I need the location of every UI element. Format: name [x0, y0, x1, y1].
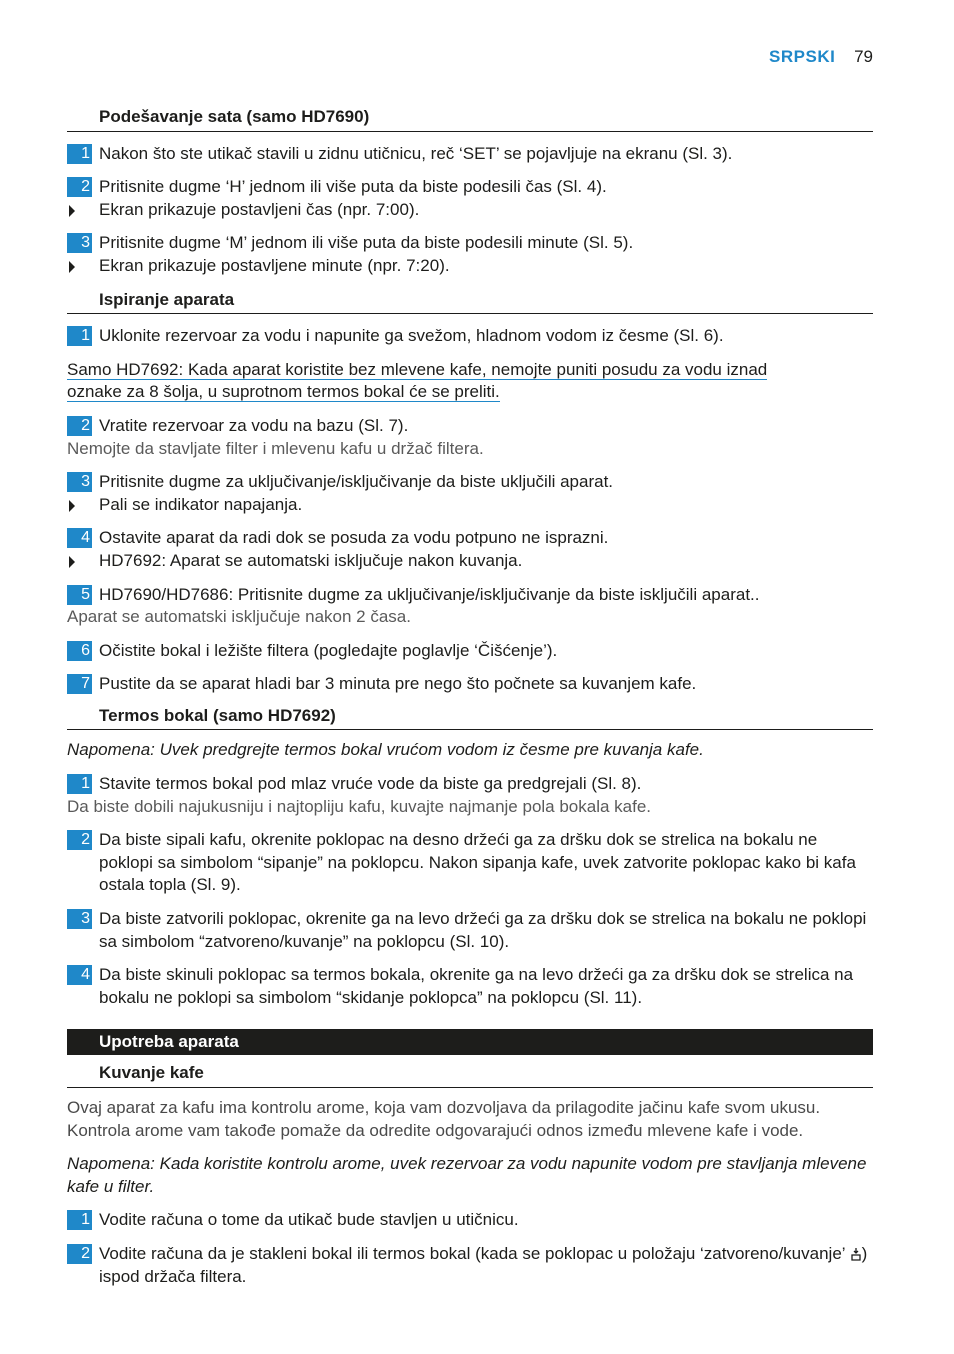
paragraph: Ovaj aparat za kafu ima kontrolu arome, koja vam dozvoljava da prilagodite jačinu kafe svom ukusu. Kontrola arome vam takođe pomaže da odredite odgovarajući odnos između mlevene kafe i vode.: [67, 1098, 821, 1140]
step-text: HD7690/HD7686: Pritisnite dugme za uključivanje/isključivanje da biste isključili aparat..: [99, 584, 760, 604]
step-text: Vodite računa da je stakleni bokal ili termos bokal (kada se poklopac u položaju ‘zatvoreno/kuvanje’: [99, 1243, 845, 1263]
model-note-line-2: oznake za 8 šolja, u suprotnom termos bokal će se preliti.: [67, 382, 500, 402]
result-text: Ekran prikazuje postavljeni čas (npr. 7:00).: [99, 199, 420, 219]
page-number: 79: [854, 47, 873, 66]
step: [67, 908, 873, 953]
step-extra: Aparat se automatski isključuje nakon 2 časa.: [67, 607, 411, 627]
step-result: [67, 550, 873, 573]
step-text: Ostavite aparat da radi dok se posuda za vodu potpuno ne isprazni.: [99, 528, 609, 548]
section-heading-clock: Podešavanje sata (samo HD7690): [67, 106, 873, 132]
step: [67, 527, 873, 550]
step-number: 2: [67, 416, 92, 436]
step-number: 2: [67, 177, 92, 197]
step-result: [67, 494, 873, 517]
step-number: 3: [67, 472, 92, 492]
step-text: Vratite rezervoar za vodu na bazu (Sl. 7).: [99, 415, 409, 435]
step-number: 2: [67, 830, 92, 850]
step: [67, 415, 873, 438]
step-number: 3: [67, 233, 92, 253]
step-text: Pritisnite dugme ‘M’ jednom ili više puta da biste podesili minute (Sl. 5).: [99, 233, 634, 253]
step-text: Stavite termos bokal pod mlaz vruće vode da biste ga predgrejali (Sl. 8).: [99, 774, 642, 794]
step-number: 4: [67, 528, 92, 548]
note: Napomena: Uvek predgrejte termos bokal vrućom vodom iz česme pre kuvanja kafe.: [67, 740, 704, 760]
step: [67, 1243, 873, 1288]
result-arrow-icon: [69, 205, 75, 217]
step-text: Da biste zatvorili poklopac, okrenite ga na levo držeći ga za dršku dok se strelica na bokalu ne poklopi sa simbolom “zatvoreno/kuvanje” na poklopcu (Sl. 10).: [99, 909, 867, 951]
step-text: Pritisnite dugme za uključivanje/isključivanje da biste uključili aparat.: [99, 472, 614, 492]
step: [67, 640, 873, 663]
step: [67, 829, 873, 897]
document-body: [67, 106, 873, 1288]
step: [67, 673, 873, 696]
section-heading-thermos: Termos bokal (samo HD7692): [67, 705, 873, 731]
note: Napomena: Kada koristite kontrolu arome, uvek rezervoar za vodu napunite vodom pre stavljanja mlevene kafe u filter.: [67, 1154, 867, 1196]
page-header: [769, 47, 873, 67]
result-arrow-icon: [69, 556, 75, 568]
language-label: SRPSKI: [769, 47, 836, 66]
section-heading-rinse: Ispiranje aparata: [67, 289, 873, 315]
result-text: HD7692: Aparat se automatski isključuje nakon kuvanja.: [99, 550, 523, 570]
step: [67, 773, 873, 796]
step: [67, 143, 873, 166]
step-number: 1: [67, 1210, 92, 1230]
step-number: 6: [67, 641, 92, 661]
step-number: 1: [67, 144, 92, 164]
step-number: 2: [67, 1244, 92, 1264]
step-text: Pritisnite dugme ‘H’ jednom ili više puta da biste podesili čas (Sl. 4).: [99, 177, 607, 197]
step-result: [67, 199, 873, 222]
step-text: Nakon što ste utikač stavili u zidnu utičnicu, reč ‘SET’ se pojavljuje na ekranu (Sl. 3).: [99, 143, 733, 163]
pour-lid-icon: [850, 1247, 862, 1261]
step: [67, 1209, 873, 1232]
step: [67, 964, 873, 1009]
step: [67, 325, 873, 348]
step: [67, 471, 873, 494]
step-text: Da biste skinuli poklopac sa termos bokala, okrenite ga na levo držeći ga za dršku dok se strelica na bokalu ne poklopi sa simbolom “skidanje poklopca” na poklopcu (Sl. 11).: [99, 965, 854, 1007]
result-text: Ekran prikazuje postavljene minute (npr. 7:20).: [99, 255, 450, 275]
step-text: Očistite bokal i ležište filtera (pogledajte poglavlje ‘Čišćenje’).: [99, 640, 558, 660]
step-text: Uklonite rezervoar za vodu i napunite ga svežom, hladnom vodom iz česme (Sl. 6).: [99, 326, 724, 346]
step-number: 1: [67, 326, 92, 346]
step-text-end: ) ispod držača filtera.: [99, 1243, 868, 1286]
step-extra: Nemojte da stavljate filter i mlevenu kafu u držač filtera.: [67, 438, 484, 458]
step-number: 4: [67, 965, 92, 985]
step-text: Vodite računa o tome da utikač bude stavljen u utičnicu.: [99, 1210, 519, 1230]
step-result: [67, 255, 873, 278]
step-number: 7: [67, 674, 92, 694]
model-note: [67, 359, 873, 404]
model-note-line-1: Samo HD7692: Kada aparat koristite bez mlevene kafe, nemojte puniti posudu za vodu iznad: [67, 359, 768, 379]
step-text: Pustite da se aparat hladi bar 3 minuta pre nego što počnete sa kuvanjem kafe.: [99, 674, 697, 694]
step-text: Da biste sipali kafu, okrenite poklopac na desno držeći ga za dršku dok se strelica na bokalu ne poklopi sa simbolom “sipanje” na poklopcu. Nakon sipanja kafe, uvek zatvorite poklopac kako bi kafa ostala topla (Sl. 9).: [99, 830, 856, 895]
step-extra: Da biste dobili najukusniju i najtopliju kafu, kuvajte najmanje pola bokala kafe.: [67, 796, 652, 816]
result-arrow-icon: [69, 500, 75, 512]
result-text: Pali se indikator napajanja.: [99, 494, 303, 514]
step: [67, 232, 873, 255]
result-arrow-icon: [69, 261, 75, 273]
section-heading-brewing: Kuvanje kafe: [67, 1062, 873, 1088]
step: [67, 584, 873, 607]
step-number: 1: [67, 774, 92, 794]
step: [67, 176, 873, 199]
step-number: 5: [67, 585, 92, 605]
chapter-heading-usage: Upotreba aparata: [67, 1029, 873, 1055]
step-number: 3: [67, 909, 92, 929]
